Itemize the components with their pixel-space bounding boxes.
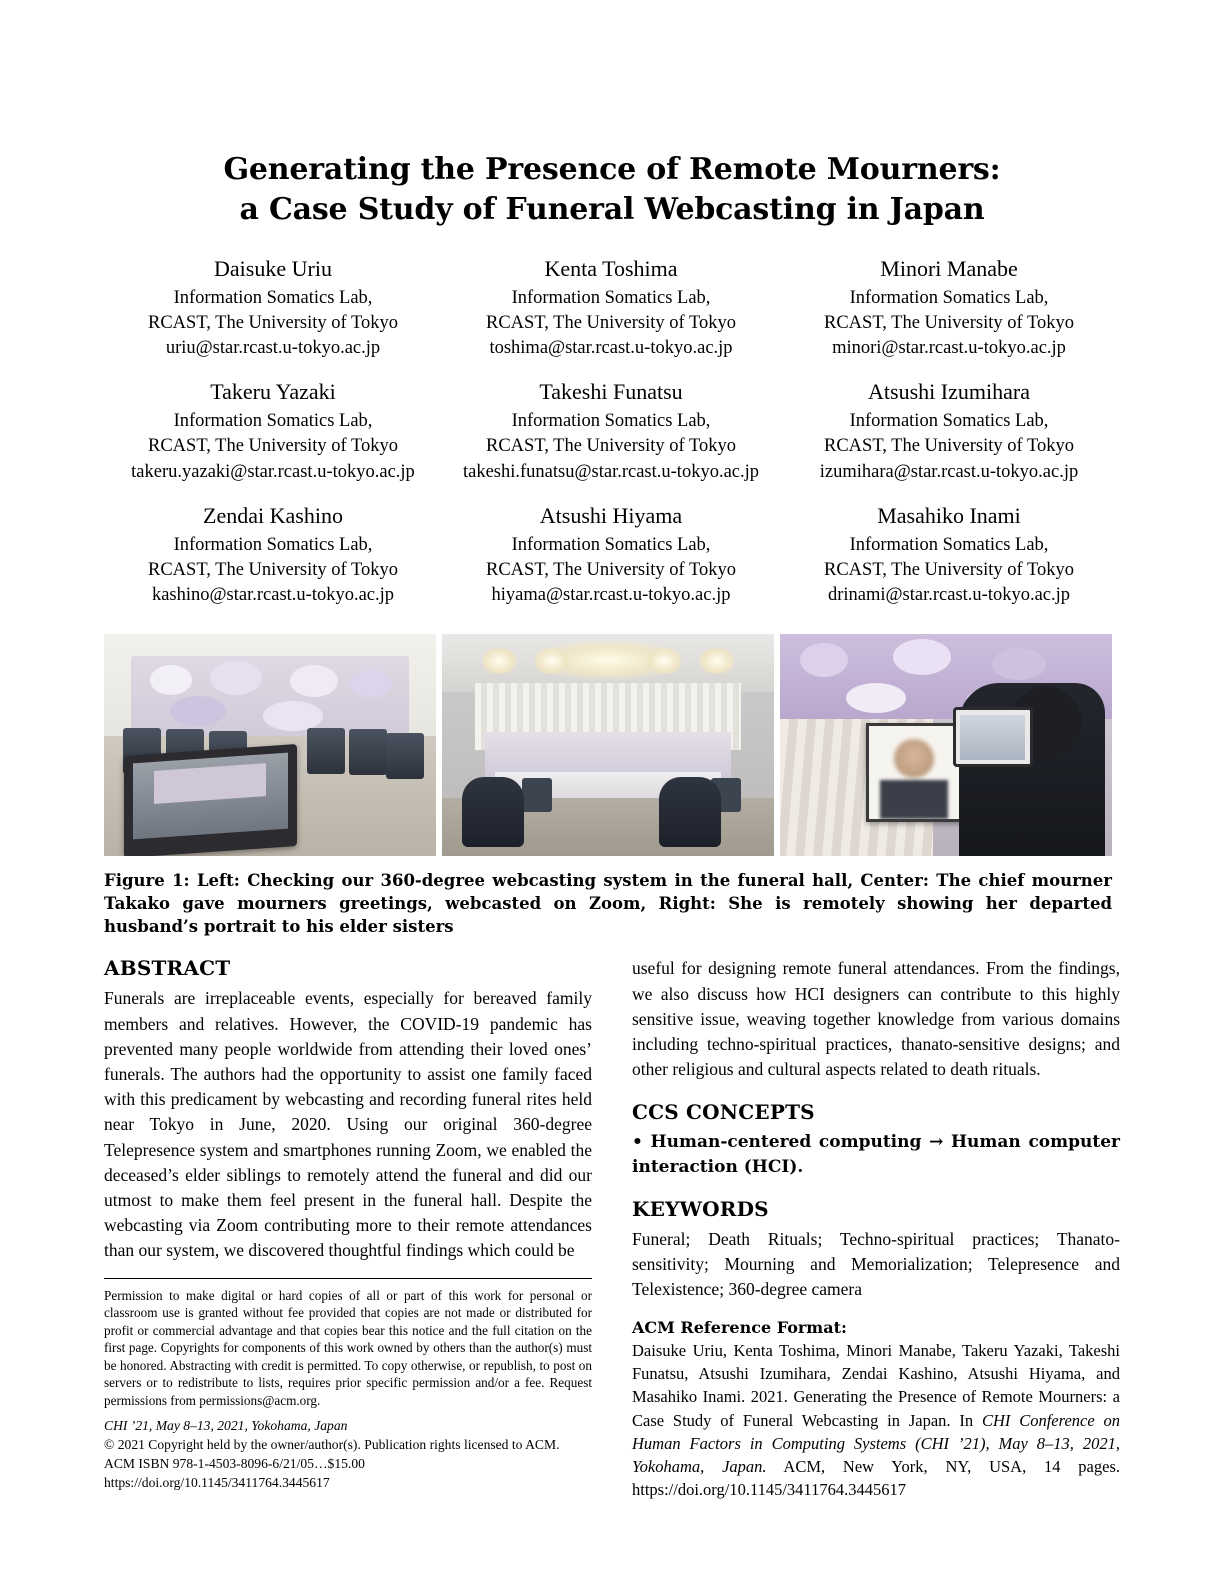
author-block (104, 499, 442, 608)
author-affiliation-line2: RCAST, The University of Tokyo (486, 436, 736, 457)
author-block (104, 375, 442, 484)
author-name: Zendai Kashino (203, 502, 343, 528)
author-affiliation-line2: RCAST, The University of Tokyo (824, 559, 1074, 580)
author-affiliation-line1: Information Somatics Lab, (173, 534, 373, 555)
keywords-text: Funeral; Death Rituals; Techno-spiritual practices; Thanato-sensitivity; Mourning and Memorialization; Telepresence and Telexistence; 360-degree camera (632, 1228, 1120, 1300)
author-affiliation-line2: RCAST, The University of Tokyo (824, 312, 1074, 333)
author-affiliation-line1: Information Somatics Lab, (511, 534, 711, 555)
author-name: Masahiko Inami (877, 502, 1021, 528)
paper-content (104, 150, 1120, 1501)
reference-part-2: ACM, New York, NY, USA, 14 pages. https://doi.org/10.1145/3411764.3445617 (632, 1456, 1120, 1499)
copyright-block (104, 1278, 592, 1493)
title-line-1: Generating the Presence of Remote Mourners: (223, 152, 1001, 187)
ccs-concepts-text: • Human-centered computing → Human computer interaction (HCI). (632, 1132, 1120, 1177)
author-affiliation-line1: Information Somatics Lab, (849, 287, 1049, 308)
page-title (104, 150, 1120, 230)
author-affiliation-line2: RCAST, The University of Tokyo (148, 436, 398, 457)
tablet-device (953, 707, 1033, 767)
author-email[interactable]: kashino@star.rcast.u-tokyo.ac.jp (151, 585, 395, 606)
author-affiliation-line1: Information Somatics Lab, (173, 287, 373, 308)
reference-part-1: Daisuke Uriu, Kenta Toshima, Minori Manabe, Takeru Yazaki, Takeshi Funatsu, Atsushi Izumihara, Zendai Kashino, Atsushi Hiyama, and Masahiko Inami. 2021. Generating the Presence of Remote Mourners: a Case Study of Funeral Webcasting in Japan. In (632, 1341, 1120, 1430)
title-line-2: a Case Study of Funeral Webcasting in Japan (239, 191, 985, 227)
author-block (442, 499, 780, 608)
abstract-heading: ABSTRACT (104, 956, 231, 981)
rights-line: © 2021 Copyright held by the owner/author(s). Publication rights licensed to ACM. (104, 1437, 560, 1453)
author-affiliation-line2: RCAST, The University of Tokyo (148, 312, 398, 333)
figure-caption: Figure 1: Left: Checking our 360-degree webcasting system in the funeral hall, Center: The chief mourner Takako gave mourners greetings, webcasted on Zoom, Right: She is remotely showing her departed husband’s portrait to his elder sisters (104, 871, 1112, 936)
author-name: Takeshi Funatsu (539, 379, 683, 405)
author-affiliation-line1: Information Somatics Lab, (511, 411, 711, 432)
author-affiliation-line2: RCAST, The University of Tokyo (486, 559, 736, 580)
acm-reference-heading: ACM Reference Format: (632, 1318, 847, 1338)
ccs-concepts-heading: CCS CONCEPTS (632, 1100, 815, 1125)
author-email[interactable]: drinami@star.rcast.u-tokyo.ac.jp (827, 585, 1071, 606)
doi-link[interactable]: https://doi.org/10.1145/3411764.3445617 (104, 1475, 330, 1491)
figure-image-right (780, 634, 1112, 856)
right-column (632, 956, 1120, 1500)
author-affiliation-line2: RCAST, The University of Tokyo (824, 436, 1074, 457)
author-name: Daisuke Uriu (214, 255, 332, 281)
author-name: Atsushi Izumihara (868, 379, 1030, 405)
figure-1-images (104, 634, 1112, 856)
author-block (780, 375, 1118, 484)
author-name: Takeru Yazaki (210, 379, 336, 405)
author-email[interactable]: uriu@star.rcast.u-tokyo.ac.jp (165, 338, 381, 359)
author-name: Kenta Toshima (544, 255, 678, 281)
author-affiliation-line1: Information Somatics Lab, (849, 411, 1049, 432)
author-affiliation-line1: Information Somatics Lab, (173, 411, 373, 432)
author-email[interactable]: minori@star.rcast.u-tokyo.ac.jp (832, 338, 1066, 359)
author-email[interactable]: izumihara@star.rcast.u-tokyo.ac.jp (819, 461, 1079, 482)
author-name: Minori Manabe (880, 255, 1018, 281)
reference-venue-italic: CHI Conference on Human Factors in Computing Systems (CHI ’21), May 8–13, 2021, Yokohama, Japan. (632, 1410, 1120, 1476)
acm-reference-text (632, 1339, 1120, 1501)
author-affiliation-line2: RCAST, The University of Tokyo (486, 312, 736, 333)
left-column (104, 956, 592, 1500)
abstract-text-continued: useful for designing remote funeral attendances. From the findings, we also discuss how HCI designers can contribute to this highly sensitive issue, weaving together knowledge from various domains including techno-spiritual practices, thanato-sensitive designs; and other religious and cultural aspects related to death rituals. (632, 958, 1120, 1080)
author-email[interactable]: toshima@star.rcast.u-tokyo.ac.jp (489, 338, 733, 359)
keywords-heading: KEYWORDS (632, 1196, 769, 1221)
permission-text: Permission to make digital or hard copies of all or part of this work for personal or classroom use is granted without fee provided that copies are not made or distributed for profit or commercial advantage and that copies bear this notice and the full citation on the first page. Copyrights for components of this work owned by others than the author(s) must be honored. Abstracting with credit is permitted. To copy otherwise, or republish, to post on servers or to redistribute to lists, requires prior specific permission and/or a fee. Request permissions from permissions@acm.org. (104, 1287, 592, 1408)
author-block (104, 252, 442, 361)
author-affiliation-line1: Information Somatics Lab, (849, 534, 1049, 555)
author-list (104, 252, 1120, 622)
figure-image-center (442, 634, 774, 856)
abstract-text: Funerals are irreplaceable events, especially for bereaved family members and relatives. However, the COVID-19 pandemic has prevented many people worldwide from attending their loved ones’ funerals. The authors had the opportunity to assist one family faced with this predicament by webcasting and recording funeral rites held near Tokyo in June, 2020. Using our original 360-degree Telepresence system and smartphones running Zoom, we enabled the deceased’s elder siblings to remotely attend the funeral and did our utmost to make them feel present in the funeral hall. Despite the webcasting via Zoom contributing more to their remote attendances than our system, we discovered thoughtful findings which could be (104, 988, 592, 1261)
author-block (780, 499, 1118, 608)
author-name: Atsushi Hiyama (539, 502, 683, 528)
author-block (780, 252, 1118, 361)
body-columns (104, 956, 1120, 1500)
author-block (442, 375, 780, 484)
author-affiliation-line1: Information Somatics Lab, (511, 287, 711, 308)
isbn-line: ACM ISBN 978-1-4503-8096-6/21/05…$15.00 (104, 1456, 365, 1472)
conference-line: CHI ’21, May 8–13, 2021, Yokohama, Japan (104, 1418, 348, 1434)
author-block (442, 252, 780, 361)
author-email[interactable]: hiyama@star.rcast.u-tokyo.ac.jp (491, 585, 731, 606)
author-email[interactable]: takeru.yazaki@star.rcast.u-tokyo.ac.jp (131, 461, 415, 482)
author-email[interactable]: takeshi.funatsu@star.rcast.u-tokyo.ac.jp (463, 461, 759, 482)
figure-image-left (104, 634, 436, 856)
author-affiliation-line2: RCAST, The University of Tokyo (148, 559, 398, 580)
